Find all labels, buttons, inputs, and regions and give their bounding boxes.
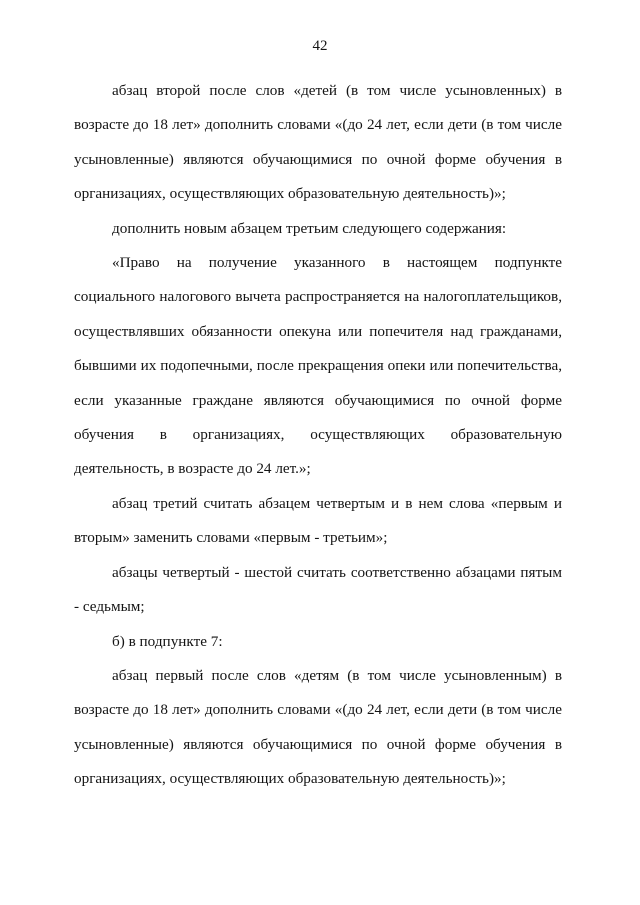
paragraph-subitem-b-heading: б) в подпункте 7:	[112, 632, 223, 650]
page-number: 42	[312, 38, 328, 54]
paragraph-add-third-abzac: дополнить новым абзацем третьим следующего содержания:	[112, 219, 507, 237]
paragraph-renumber-third: абзац третий считать абзацем четвертым и в нем слова «первым и вторым» заменить словами «первым - третьим»;	[74, 494, 562, 547]
paragraph-renumber-fourth-sixth: абзацы четвертый - шестой считать соответственно абзацами пятым - седьмым;	[74, 563, 562, 616]
document-body	[74, 74, 562, 797]
paragraph-amendment-first-abzac: абзац первый после слов «детям (в том числе усыновленным) в возрасте до 18 лет» дополнить словами «(до 24 лет, если дети (в том числе усыновленные) являются обучающимися по очной форме обучения в организациях, осуществляющих образовательную деятельность)»;	[74, 666, 562, 788]
paragraph-new-abzac-text: «Право на получение указанного в настоящем подпункте социального налогового вычета распространяется на налогоплательщиков, осуществлявших обязанности опекуна или попечителя над гражданами, бывшими их подопечными, после прекращения опеки или попечительства, если указанные граждане являются обучающимися по очной форме обучения в организациях, осуществляющих образовательную деятельность, в возрасте до 24 лет.»;	[74, 254, 562, 478]
paragraph-amendment-second-abzac: абзац второй после слов «детей (в том числе усыновленных) в возрасте до 18 лет» дополнить словами «(до 24 лет, если дети (в том числе усыновленные) являются обучающимися по очной форме обучения в организациях, осуществляющих образовательную деятельность)»;	[74, 82, 562, 203]
